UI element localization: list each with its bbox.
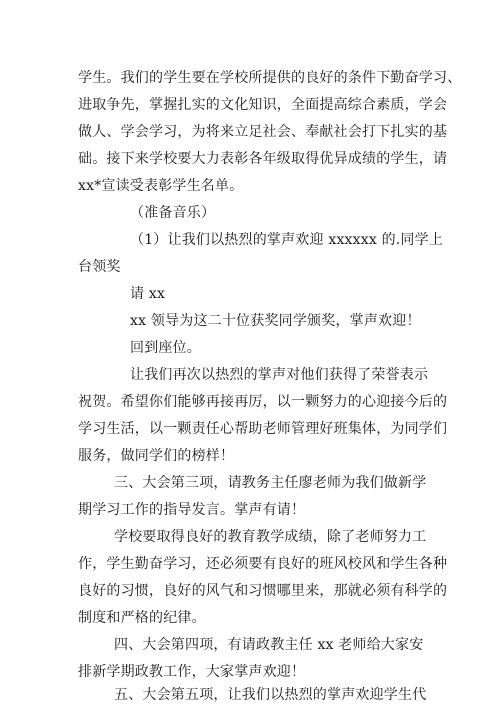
text-line: 学校要取得良好的教育教学成绩，除了老师努力工 [114, 529, 427, 545]
text-line: 四、大会第四项，有请政教主任 xx 老师给大家安 [114, 637, 424, 653]
text-line: 进取争先，掌握扎实的文化知识，全面提高综合素质，学会 [78, 97, 448, 113]
text-line: 学习生活，以一颗责任心帮助老师管理好班集体，为同学们 [78, 421, 448, 437]
text-line: （准备音乐） [130, 205, 216, 221]
text-line: xx 领导为这二十位获奖同学颁奖，掌声欢迎！ [130, 313, 421, 329]
text-line: xx*宣读受表彰学生名单。 [78, 178, 244, 194]
text-line: 服务，做同学们的榜样！ [78, 448, 235, 464]
text-line: 祝贺。希望你们能够再接再厉，以一颗努力的心迎接今后的 [78, 394, 448, 410]
text-line: 五、大会第五项，让我们以热烈的掌声欢迎学生代 [114, 687, 427, 703]
text-line: 请 xx [130, 286, 166, 302]
text-line: 学生。我们的学生要在学校所提供的良好的条件下勤奋学习、 [78, 70, 462, 86]
text-line: （1）让我们以热烈的掌声欢迎 xxxxxx 的.同学上 [130, 232, 444, 248]
text-line: 做人、学会学习，为将来立足社会、奉献社会打下扎实的基 [78, 124, 448, 140]
text-line: 三、大会第三项，请教务主任廖老师为我们做新学 [114, 475, 427, 491]
text-line: 回到座位。 [130, 340, 201, 356]
text-line: 排新学期政教工作，大家掌声欢迎！ [78, 664, 306, 680]
text-line: 期学习工作的指导发言。掌声有请！ [78, 502, 306, 518]
text-line: 让我们再次以热烈的掌声对他们获得了荣誉表示 [130, 367, 429, 383]
text-line: 台领奖 [78, 259, 121, 275]
text-line: 础。接下来学校要大力表彰各年级取得优异成绩的学生，请 [78, 151, 448, 167]
text-line: 良好的习惯，良好的风气和习惯哪里来，那就必须有科学的 [78, 583, 448, 599]
text-line: 作，学生勤奋学习，还必须要有良好的班风校风和学生各种 [78, 556, 448, 572]
text-line: 制度和严格的纪律。 [78, 610, 206, 626]
